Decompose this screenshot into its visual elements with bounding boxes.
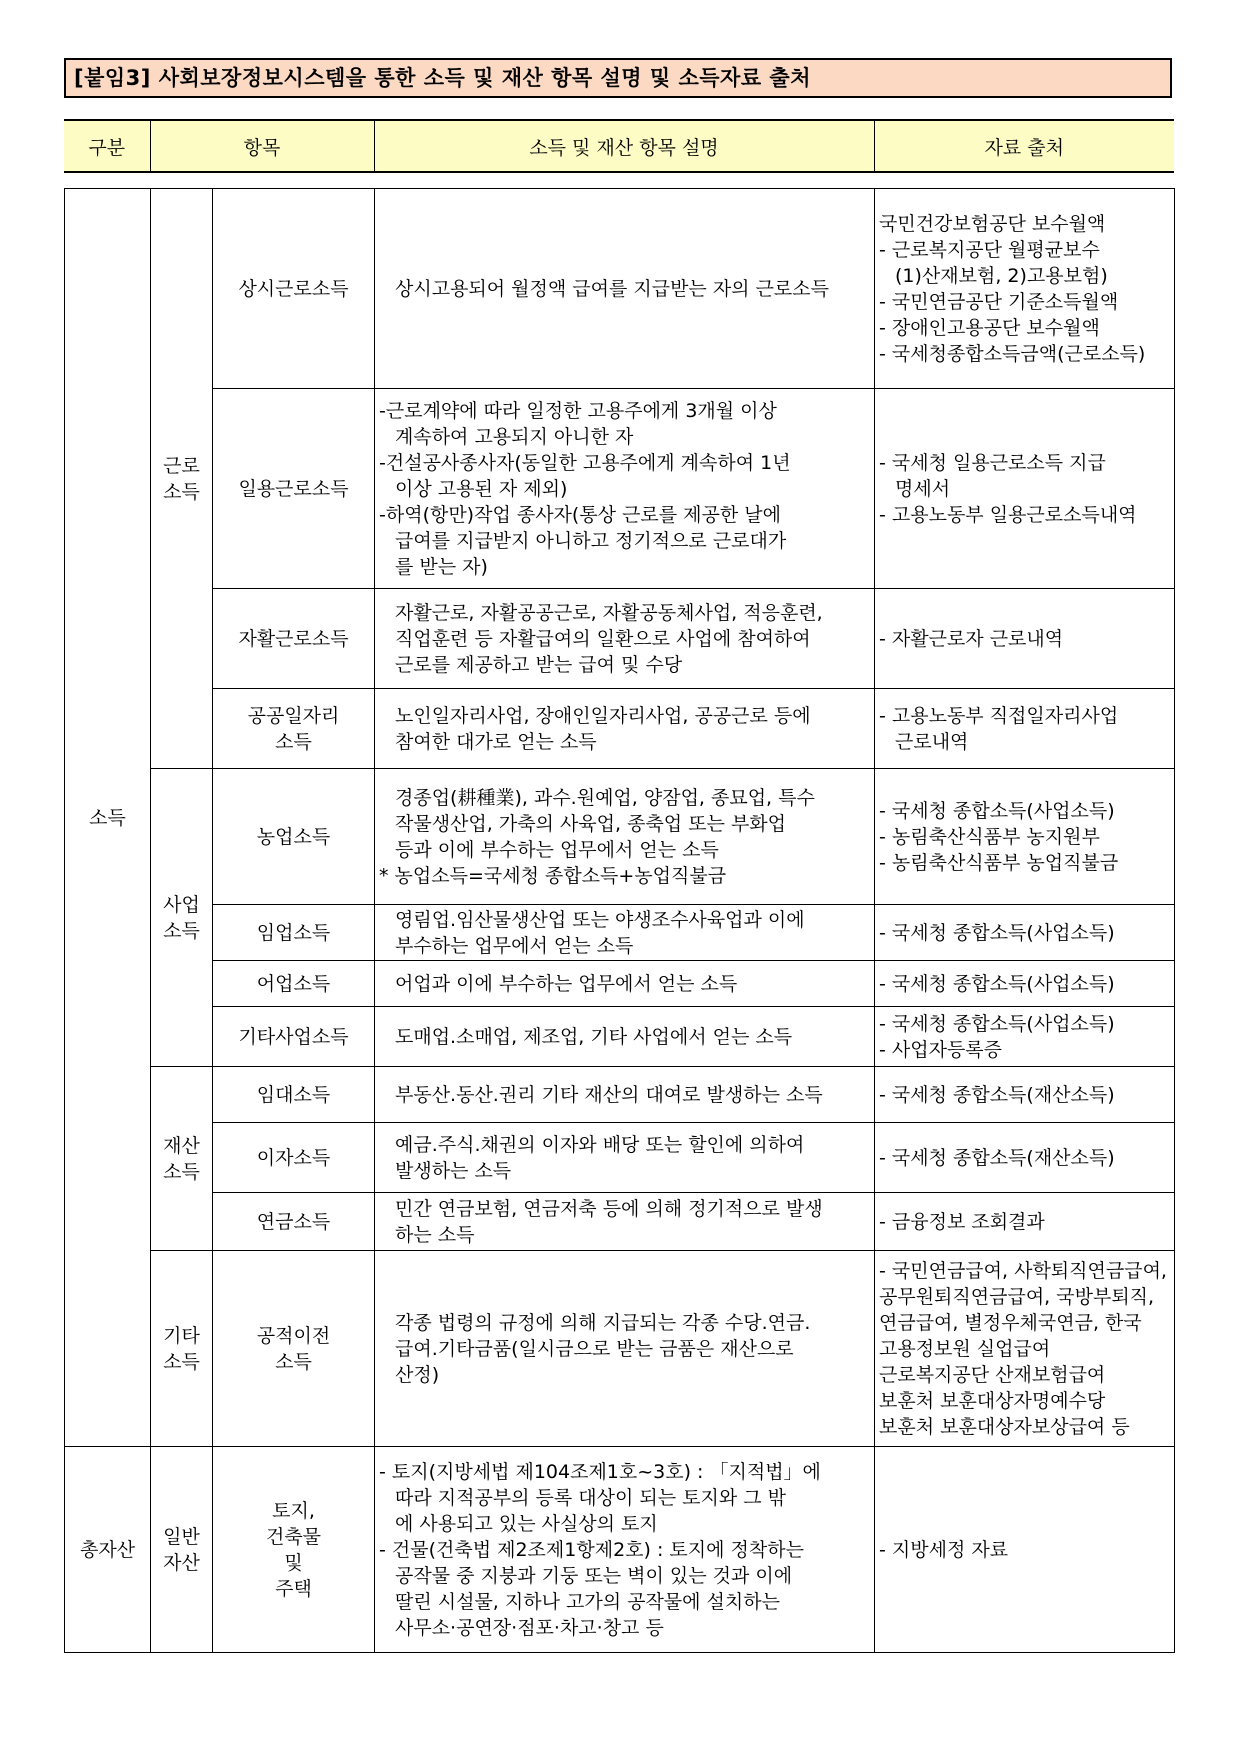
source-line: - 국민연금급여, 사학퇴직연금급여, — [879, 1259, 1167, 1282]
description-line: 에 사용되고 있는 사실상의 토지 — [395, 1512, 658, 1535]
header-category: 구분 — [64, 120, 150, 172]
source-line: - 국세청 종합소득(사업소득) — [879, 972, 1115, 995]
description-cell — [375, 189, 875, 389]
table-row — [65, 769, 1175, 905]
description-line: 부수하는 업무에서 얻는 소득 — [395, 934, 634, 957]
subcategory-label: 일반 — [163, 1525, 200, 1548]
source-line: - 국세청 종합소득(사업소득) — [879, 799, 1115, 822]
source-cell — [875, 389, 1175, 589]
item-label: 건축물 — [265, 1525, 322, 1548]
page-title: [붙임3] 사회보장정보시스템을 통한 소득 및 재산 항목 설명 및 소득자료 출처 — [64, 58, 1172, 98]
source-line: 보훈처 보훈대상자명예수당 — [879, 1389, 1106, 1412]
description-cell — [375, 389, 875, 589]
description-line: 급여.기타금품(일시금으로 받는 금품은 재산으로 — [395, 1337, 794, 1360]
description-line: 작물생산업, 가축의 사육업, 종축업 또는 부화업 — [395, 812, 787, 835]
subcategory-label: 소득 — [163, 919, 200, 942]
description-cell — [375, 1447, 875, 1653]
property-subcategory-cell — [151, 1067, 213, 1251]
subcategory-label: 자산 — [163, 1551, 200, 1574]
subcategory-label: 소득 — [163, 480, 200, 503]
description-cell — [375, 905, 875, 961]
item-label: 임업소득 — [256, 921, 331, 944]
item-label: 어업소득 — [256, 972, 331, 995]
description-cell — [375, 769, 875, 905]
source-line: - 국세청 종합소득(사업소득) — [879, 921, 1115, 944]
description-line: 경종업(耕種業), 과수.원예업, 양잠업, 종묘업, 특수 — [395, 786, 815, 809]
description-line: 예금.주식.채권의 이자와 배당 또는 할인에 의하여 — [395, 1133, 805, 1156]
source-line: 보훈처 보훈대상자보상급여 등 — [879, 1415, 1130, 1438]
description-cell — [375, 1123, 875, 1193]
description-cell — [375, 589, 875, 689]
source-cell — [875, 1007, 1175, 1067]
item-label: 기타사업소득 — [238, 1025, 349, 1048]
header-description: 소득 및 재산 항목 설명 — [374, 120, 874, 172]
description-line: 어업과 이에 부수하는 업무에서 얻는 소득 — [395, 972, 738, 995]
item-label: 연금소득 — [256, 1210, 331, 1233]
item-cell — [213, 589, 375, 689]
subcategory-label: 사업 — [163, 893, 200, 916]
description-cell — [375, 1067, 875, 1123]
general-subcategory-cell — [151, 1447, 213, 1653]
item-label: 소득 — [275, 730, 312, 753]
item-cell — [213, 1251, 375, 1447]
description-line: - 건물(건축법 제2조제1항제2호) : 토지에 정착하는 — [379, 1538, 804, 1561]
table-row — [65, 1123, 1175, 1193]
income-asset-table — [64, 188, 1175, 1653]
source-cell — [875, 1067, 1175, 1123]
description-cell — [375, 1193, 875, 1251]
description-line: 각종 법령의 규정에 의해 지급되는 각종 수당.연금. — [395, 1311, 811, 1334]
description-line: 산정) — [395, 1363, 440, 1386]
description-line: 노인일자리사업, 장애인일자리사업, 공공근로 등에 — [395, 704, 811, 727]
source-line: - 자활근로자 근로내역 — [879, 627, 1064, 650]
description-line: -건설공사종사자(동일한 고용주에게 계속하여 1년 — [379, 451, 791, 474]
source-cell — [875, 769, 1175, 905]
source-cell — [875, 589, 1175, 689]
description-line: 직업훈련 등 자활급여의 일환으로 사업에 참여하여 — [395, 627, 811, 650]
item-cell — [213, 189, 375, 389]
description-line: 도매업.소매업, 제조업, 기타 사업에서 얻는 소득 — [395, 1025, 793, 1048]
subcategory-label: 근로 — [163, 454, 200, 477]
description-line: -근로계약에 따라 일정한 고용주에게 3개월 이상 — [379, 399, 777, 422]
description-line: 근로를 제공하고 받는 급여 및 수당 — [395, 653, 683, 676]
source-line: 고용정보원 실업급여 — [879, 1337, 1051, 1360]
description-line: - 토지(지방세법 제104조제1호~3호) : 「지적법」에 — [379, 1460, 821, 1483]
item-label: 자활근로소득 — [238, 627, 349, 650]
item-label: 공공일자리 — [247, 704, 340, 727]
source-cell — [875, 905, 1175, 961]
source-line: (1)산재보험, 2)고용보험) — [895, 264, 1108, 287]
source-line: - 고용노동부 직접일자리사업 — [879, 704, 1119, 727]
income-category-cell: 소득 — [65, 189, 151, 1447]
source-line: 국민건강보험공단 보수월액 — [879, 212, 1106, 235]
description-cell — [375, 1251, 875, 1447]
subcategory-label: 기타 — [163, 1324, 200, 1347]
description-line: 자활근로, 자활공공근로, 자활공동체사업, 적응훈련, — [395, 601, 823, 624]
source-cell — [875, 1193, 1175, 1251]
item-label: 소득 — [275, 1350, 312, 1373]
source-line: 명세서 — [895, 477, 951, 500]
table-row — [65, 1251, 1175, 1447]
labor-subcategory-cell — [151, 189, 213, 769]
item-cell — [213, 1067, 375, 1123]
description-line: 급여를 지급받지 아니하고 정기적으로 근로대가 — [395, 529, 787, 552]
description-line: 공작물 중 지붕과 기둥 또는 벽이 있는 것과 이에 — [395, 1564, 793, 1587]
header-source: 자료 출처 — [874, 120, 1174, 172]
source-line: - 지방세정 자료 — [879, 1538, 1009, 1561]
table-row — [65, 1007, 1175, 1067]
header-item: 항목 — [150, 120, 374, 172]
item-cell — [213, 1447, 375, 1653]
description-line: 부동산.동산.권리 기타 재산의 대여로 발생하는 소득 — [395, 1083, 823, 1106]
source-line: - 국세청 종합소득(사업소득) — [879, 1012, 1115, 1035]
table-row — [65, 189, 1175, 389]
source-cell — [875, 961, 1175, 1007]
source-line: - 농림축산식품부 농지원부 — [879, 825, 1100, 848]
source-line: 근로내역 — [895, 730, 969, 753]
item-cell — [213, 1007, 375, 1067]
source-cell — [875, 189, 1175, 389]
item-label: 일용근로소득 — [238, 477, 349, 500]
item-label: 임대소득 — [256, 1083, 331, 1106]
item-label: 및 — [284, 1551, 303, 1574]
description-line: 상시고용되어 월정액 급여를 지급받는 자의 근로소득 — [395, 277, 829, 300]
description-line: 등과 이에 부수하는 업무에서 얻는 소득 — [395, 838, 719, 861]
item-cell — [213, 961, 375, 1007]
source-line: 공무원퇴직연금급여, 국방부퇴직, — [879, 1285, 1155, 1308]
description-cell — [375, 689, 875, 769]
source-line: - 국세청 일용근로소득 지급 — [879, 451, 1106, 474]
source-line: - 사업자등록증 — [879, 1038, 1003, 1061]
table-row — [65, 589, 1175, 689]
item-label: 농업소득 — [256, 825, 331, 848]
description-line: 민간 연금보험, 연금저축 등에 의해 정기적으로 발생 — [395, 1197, 823, 1220]
table-row — [65, 905, 1175, 961]
source-cell — [875, 689, 1175, 769]
description-line: 계속하여 고용되지 아니한 자 — [395, 425, 634, 448]
source-cell — [875, 1447, 1175, 1653]
source-line: - 국세청 종합소득(재산소득) — [879, 1083, 1115, 1106]
description-cell — [375, 961, 875, 1007]
description-line: 딸린 시설물, 지하나 고가의 공작물에 설치하는 — [395, 1590, 780, 1613]
table-row — [65, 389, 1175, 589]
description-line: 사무소·공연장·점포·차고·창고 등 — [395, 1616, 664, 1639]
item-label: 토지, — [272, 1499, 315, 1522]
item-cell — [213, 389, 375, 589]
subcategory-label: 소득 — [163, 1160, 200, 1183]
description-cell — [375, 1007, 875, 1067]
description-line: * 농업소득=국세청 종합소득+농업직불금 — [379, 864, 727, 887]
item-label: 공적이전 — [256, 1324, 331, 1347]
description-line: 이상 고용된 자 제외) — [395, 477, 568, 500]
business-subcategory-cell — [151, 769, 213, 1067]
item-cell — [213, 1123, 375, 1193]
source-line: - 금융정보 조회결과 — [879, 1210, 1045, 1233]
item-cell — [213, 769, 375, 905]
description-line: 를 받는 자) — [395, 555, 488, 578]
description-line: 발생하는 소득 — [395, 1159, 512, 1182]
item-cell — [213, 689, 375, 769]
item-cell — [213, 905, 375, 961]
description-line: 영림업.임산물생산업 또는 야생조수사육업과 이에 — [395, 908, 805, 931]
item-label: 상시근로소득 — [238, 277, 349, 300]
source-line: - 국민연금공단 기준소득월액 — [879, 290, 1119, 313]
description-line: 참여한 대가로 얻는 소득 — [395, 730, 597, 753]
source-line: - 농림축산식품부 농업직불금 — [879, 851, 1119, 874]
item-cell — [213, 1193, 375, 1251]
description-line: 하는 소득 — [395, 1223, 475, 1246]
item-label: 주택 — [275, 1577, 312, 1600]
subcategory-label: 재산 — [163, 1134, 200, 1157]
table-row — [65, 1447, 1175, 1653]
source-line: - 국세청종합소득금액(근로소득) — [879, 342, 1146, 365]
table-row — [65, 1067, 1175, 1123]
source-line: - 장애인고용공단 보수월액 — [879, 316, 1100, 339]
table-row — [65, 689, 1175, 769]
source-line: - 고용노동부 일용근로소득내역 — [879, 503, 1137, 526]
table-row — [65, 961, 1175, 1007]
table-header — [64, 119, 1174, 173]
source-line: 근로복지공단 산재보험급여 — [879, 1363, 1106, 1386]
item-label: 이자소득 — [256, 1146, 331, 1169]
source-cell — [875, 1123, 1175, 1193]
assets-category-cell: 총자산 — [65, 1447, 151, 1653]
source-line: - 국세청 종합소득(재산소득) — [879, 1146, 1115, 1169]
source-line: - 근로복지공단 월평균보수 — [879, 238, 1100, 261]
other-subcategory-cell — [151, 1251, 213, 1447]
subcategory-label: 소득 — [163, 1350, 200, 1373]
table-row — [65, 1193, 1175, 1251]
source-line: 연금급여, 별정우체국연금, 한국 — [879, 1311, 1142, 1334]
description-line: 따라 지적공부의 등록 대상이 되는 토지와 그 밖 — [395, 1486, 787, 1509]
source-cell — [875, 1251, 1175, 1447]
description-line: -하역(항만)작업 종사자(통상 근로를 제공한 날에 — [379, 503, 781, 526]
